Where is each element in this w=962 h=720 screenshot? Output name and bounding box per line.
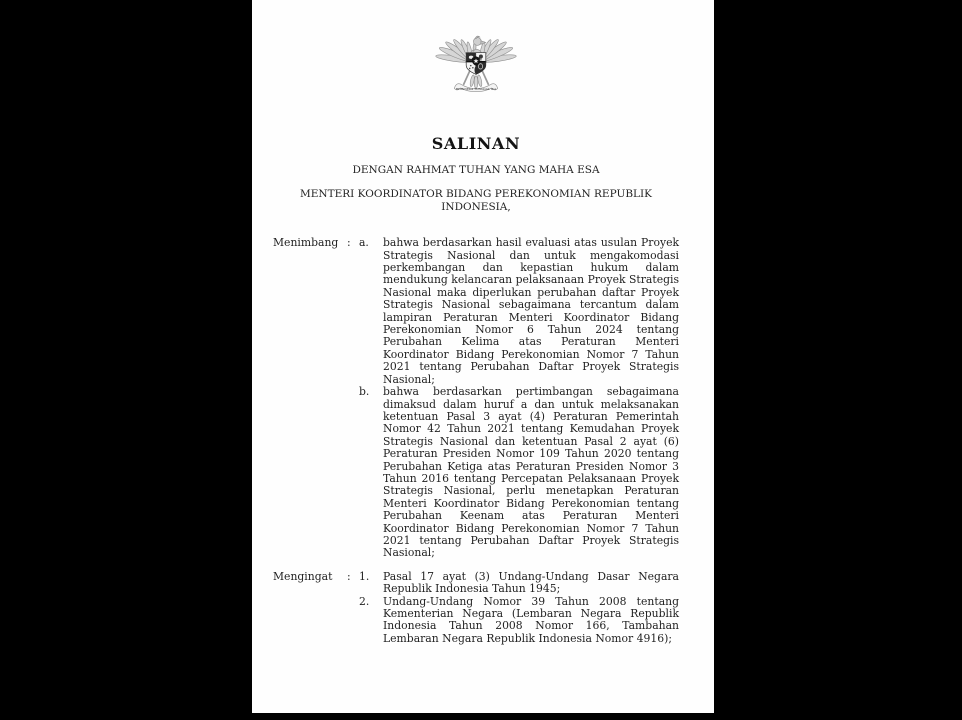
considering-label: Menimbang — [273, 236, 339, 250]
emblem-container — [273, 0, 679, 104]
item-marker: 2. — [359, 594, 370, 608]
item-text: bahwa berdasarkan pertimbangan sebagaimana dimaksud dalam huruf a dan untuk melaksanakan ketentuan Pasal 3 ayat (4) Peraturan Pemerintah Nomor 42 Tahun 2021 tentang Kemudahan Proyek Strategis Nasional dan ketentuan Pasal 2 ayat (6) Peraturan Presiden Nomor 109 Tahun 2020 tentang Perubahan Ketiga atas Peraturan Presiden Nomor 3 Tahun 2016 tentang Percepatan Pelaksanaan Proyek Strategis Nasional, perlu menetapkan Peraturan Menteri Koordinator Bidang Perekonomian tentang Perubahan Keenam atas Peraturan Menteri Koordinator Bidang Perekonomian Nomor 7 Tahun 2021 tentang Perubahan Daftar Proyek Strategis Nasional; — [383, 385, 679, 560]
considering-item — [359, 386, 679, 560]
considering-colon: : — [347, 236, 351, 250]
item-marker: a. — [359, 236, 369, 250]
item-text: Pasal 17 ayat (3) Undang-Undang Dasar Negara Republik Indonesia Tahun 1945; — [383, 569, 679, 596]
document-page — [252, 0, 714, 713]
considering-item — [359, 237, 679, 386]
legal-basis-colon: : — [347, 569, 351, 583]
legal-basis-item — [359, 596, 679, 646]
item-text: Undang-Undang Nomor 39 Tahun 2008 tentang Kementerian Negara (Lembaran Negara Republik Indonesia Tahun 2008 Nomor 166, Tambahan Lembaran Negara Republik Indonesia Nomor 4916); — [383, 594, 679, 645]
considering-items — [359, 237, 679, 560]
garuda-pancasila-emblem — [434, 26, 518, 106]
legal-basis-items — [359, 571, 679, 645]
invocation-line: DENGAN RAHMAT TUHAN YANG MAHA ESA — [352, 164, 600, 176]
legal-basis-label: Mengingat — [273, 569, 333, 583]
item-marker: 1. — [359, 569, 370, 583]
legal-basis-item — [359, 571, 679, 596]
item-text: bahwa berdasarkan hasil evaluasi atas usulan Proyek Strategis Nasional dan untuk mengakomodasi perkembangan dan kepastian hukum dalam mendukung kelancaran pelaksanaan Proyek Strategis Nasional maka diperlukan perubahan daftar Proyek Strategis Nasional sebagaimana tercantum dalam lampiran Peraturan Menteri Koordinator Bidang Perekonomian Nomor 6 Tahun 2024 tentang Perubahan Kelima atas Peraturan Menteri Koordinator Bidang Perekonomian Nomor 7 Tahun 2021 tentang Perubahan Daftar Proyek Strategis Nasional; — [383, 236, 679, 386]
item-marker: b. — [359, 385, 370, 399]
authority-line: MENTERI KOORDINATOR BIDANG PEREKONOMIAN REPUBLIK INDONESIA, — [300, 188, 652, 213]
considering-section — [273, 237, 679, 560]
copy-stamp: SALINAN — [431, 134, 521, 153]
emblem-motto-text: BHINNEKA TUNGGAL IKA — [455, 87, 497, 92]
legal-basis-section — [273, 571, 679, 645]
